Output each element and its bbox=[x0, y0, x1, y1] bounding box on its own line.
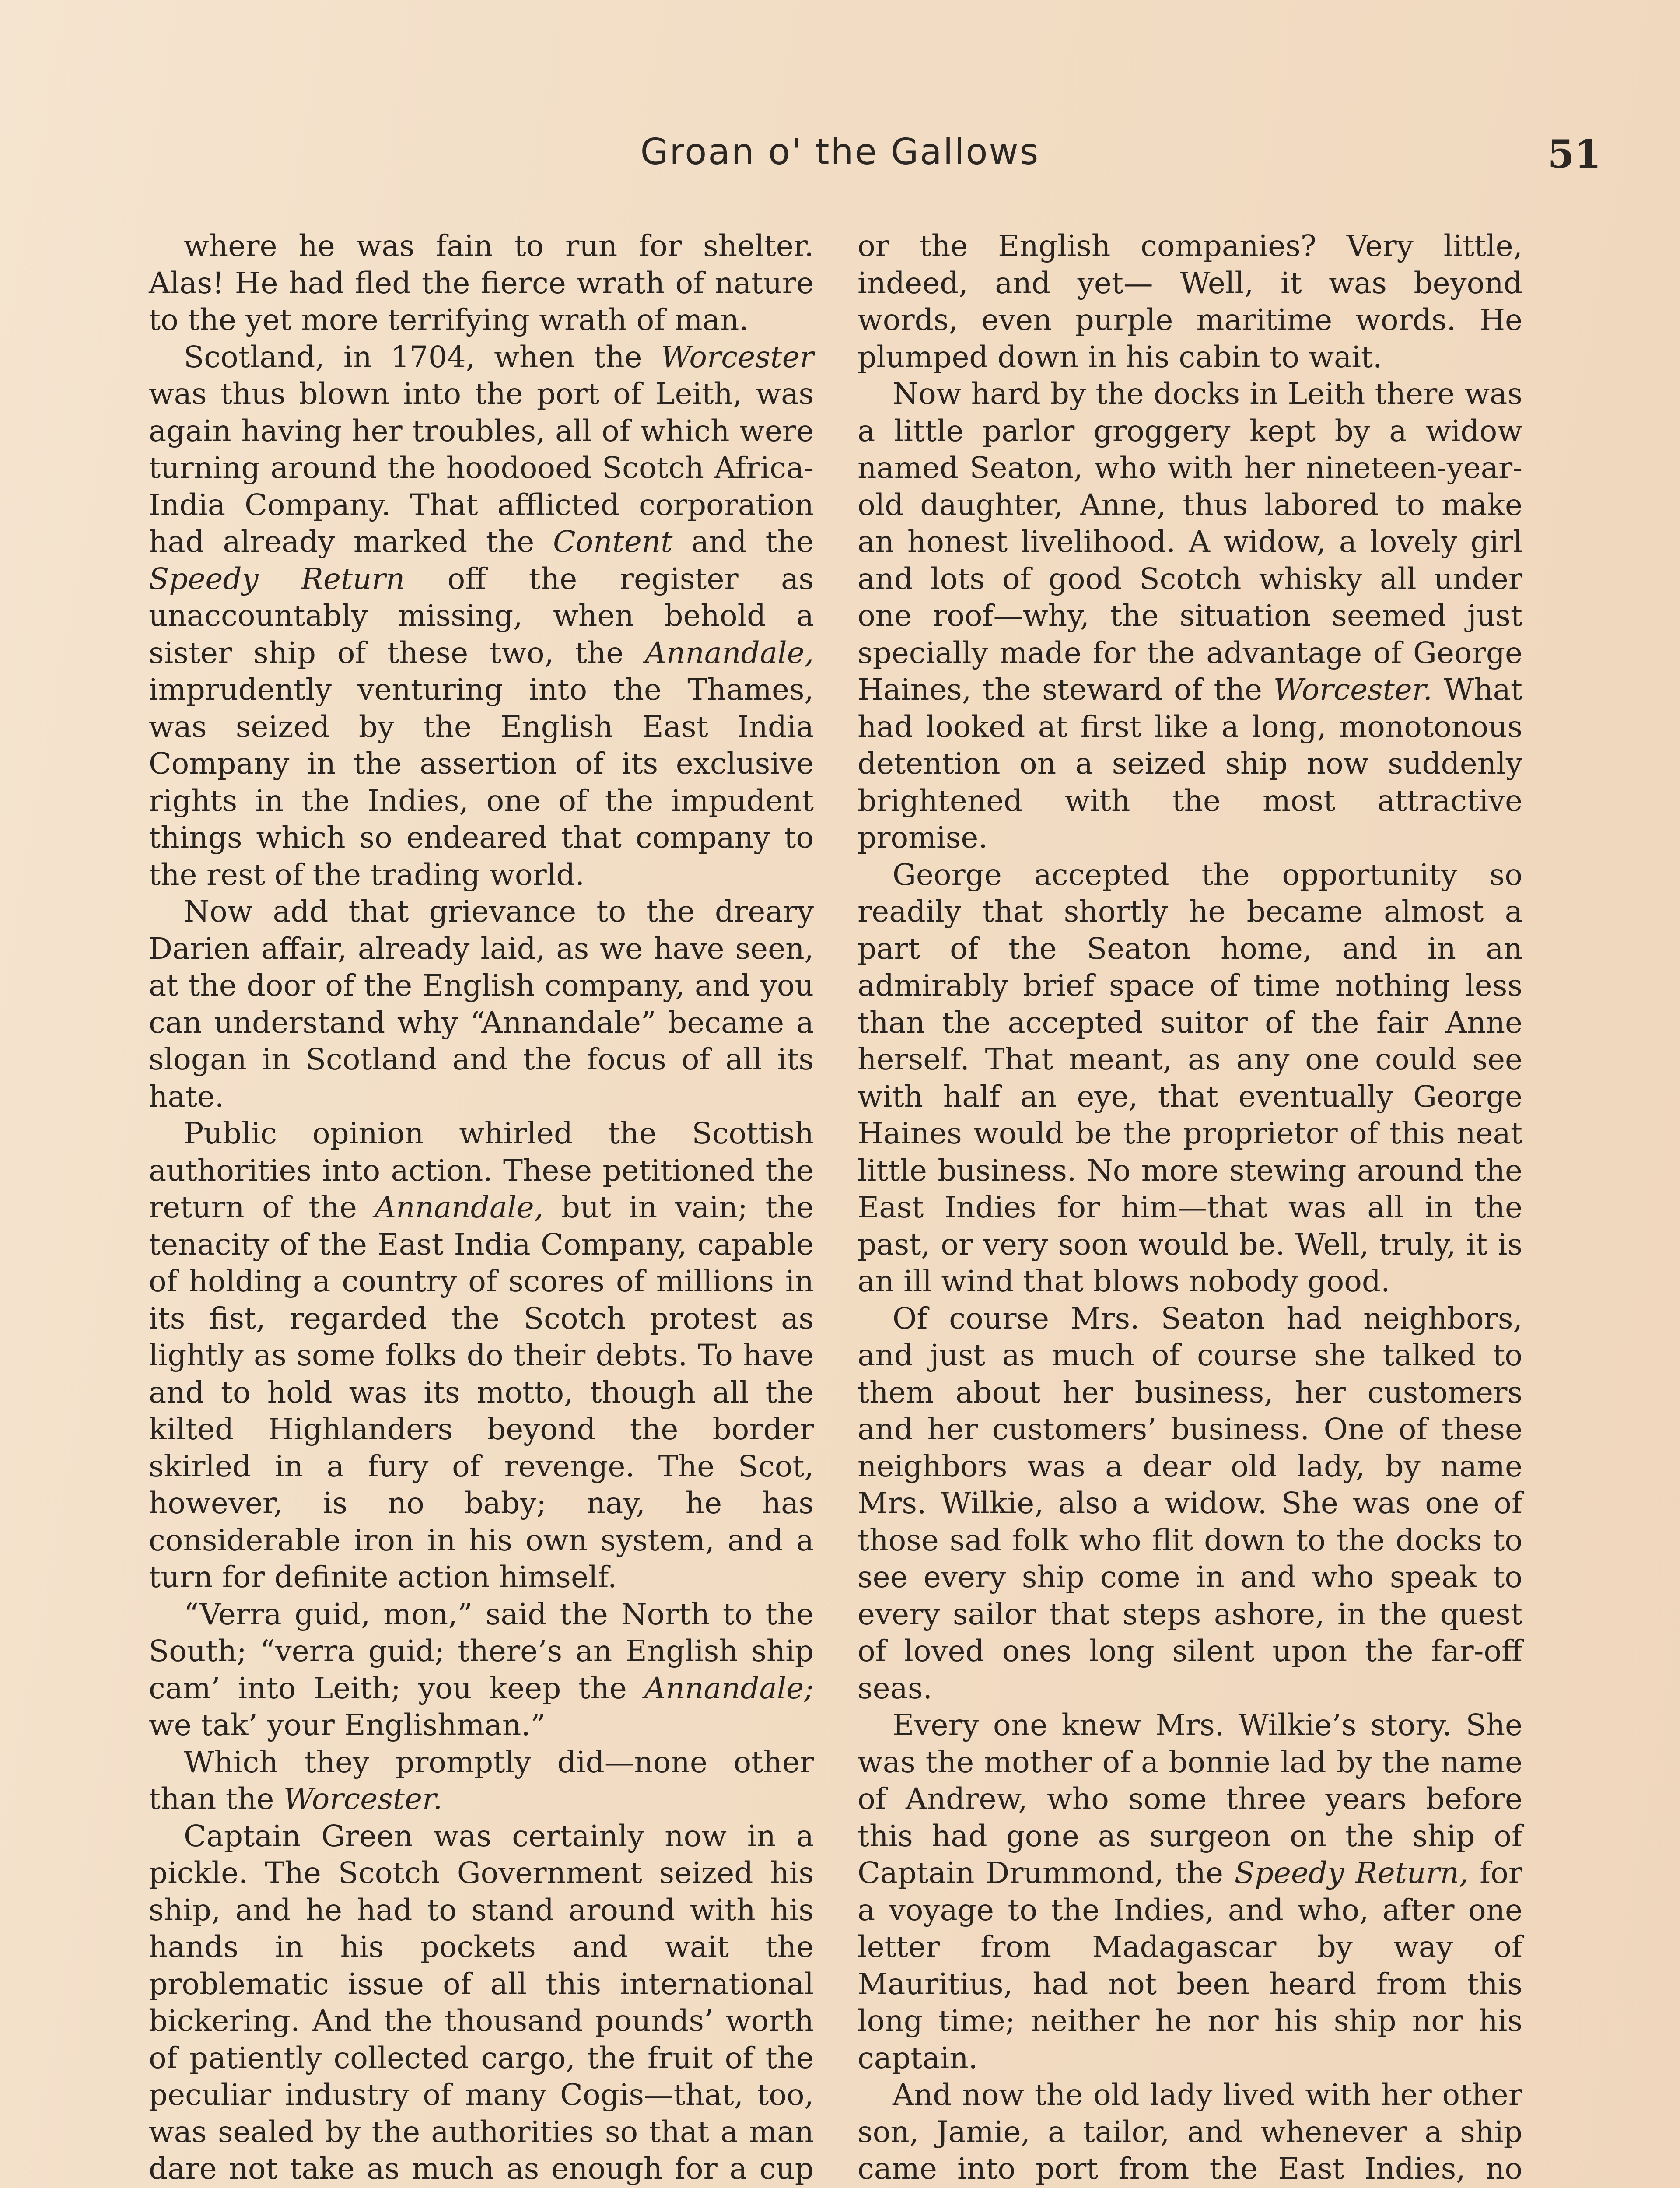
text-run: Now hard by the docks in Leith there was a little parlor groggery kept by a widow named Seaton, who with her nineteen-year-old daughter, Anne, thus labored to make an honest livelihood. A widow, a lovely girl and lots of good Scotch whisky all under one roof—why, the situation seemed just specially made for the advantage of George Haines, the steward of the bbox=[858, 376, 1522, 707]
paragraph bbox=[858, 1707, 1522, 2076]
running-title: Groan o' the Gallows bbox=[640, 131, 1040, 173]
running-head bbox=[0, 131, 1680, 184]
italic-text: Worcester. bbox=[1273, 672, 1433, 707]
paragraph bbox=[858, 856, 1522, 1300]
italic-text: Worcester bbox=[661, 339, 814, 374]
text-run: Which they promptly did—none other than the bbox=[149, 1744, 814, 1816]
text-run: was thus blown into the port of Leith, was again having her troubles, all of which were turning around the hoodooed Scotch Africa-India Company. That afflicted corporation had already marked the bbox=[149, 376, 814, 559]
text-run: and the bbox=[672, 524, 814, 559]
text-run: where he was fain to run for shelter. Alas! He had fled the fierce wrath of nature to the yet more terrifying wrath of man. bbox=[149, 228, 814, 337]
italic-text: Speedy Return, bbox=[1234, 1855, 1469, 1890]
paragraph bbox=[149, 1596, 814, 1744]
paragraph bbox=[149, 339, 814, 894]
text-run: And now the old lady lived with her other son, Jamie, a tailor, and whenever a ship came into port from the East Indies, no bbox=[858, 2077, 1522, 2186]
paragraph bbox=[858, 1300, 1522, 1707]
text-run: imprudently venturing into the Thames, was seized by the English East India Company in the assertion of its exclusive rights in the Indies, one of the impudent things which so endeared that company to the rest of the trading world. bbox=[149, 672, 814, 892]
italic-text: Speedy Return bbox=[149, 561, 405, 596]
paragraph bbox=[149, 1744, 814, 1818]
italic-text: Annandale, bbox=[374, 1190, 544, 1224]
paragraph bbox=[149, 1115, 814, 1596]
text-run: Scotland, in 1704, when the bbox=[184, 339, 661, 374]
paragraph bbox=[149, 1818, 814, 2188]
text-run: Now add that grievance to the dreary Darien affair, already laid, as we have seen, at the door of the English company, and you can understand why “Annandale” became a slogan in Scotland and the focus of all its hate. bbox=[149, 894, 814, 1114]
text-run: but in vain; the tenacity of the East India Company, capable of holding a country of scores of millions in its fist, regarded the Scotch protest as lightly as some folks do their debts. To have and to hold was its motto, though all the kilted Highlanders beyond the border skirled in a fury of revenge. The Scot, however, is no baby; nay, he has considerable iron in his own system, and a turn for definite action himself. bbox=[149, 1190, 814, 1594]
text-run: Public opinion whirled the Scottish authorities into action. These petitioned the return of the bbox=[149, 1116, 814, 1224]
text-run: or the English companies? Very little, indeed, and yet— Well, it was beyond words, even purple maritime words. He plumped down in his cabin to wait. bbox=[858, 228, 1522, 374]
text-run: Every one knew Mrs. Wilkie’s story. She was the mother of a bonnie lad by the name of Andrew, who some three years before this had gone as surgeon on the ship of Captain Drummond, the bbox=[858, 1708, 1522, 1890]
italic-text: Worcester. bbox=[283, 1781, 443, 1816]
text-run: we tak’ your Englishman.” bbox=[149, 1708, 546, 1742]
paragraph bbox=[858, 2076, 1522, 2188]
text-run: What had looked at first like a long, monotonous detention on a seized ship now suddenly brightened with the most attractive promise. bbox=[858, 672, 1522, 855]
paragraph bbox=[858, 375, 1522, 856]
text-run: Of course Mrs. Seaton had neighbors, and just as much of course she talked to them about her business, her customers and her customers’ business. One of these neighbors was a dear old lady, by name Mrs. Wilkie, also a widow. She was one of those sad folk who flit down to the docks to see every ship come in and who speak to every sailor that steps ashore, in the quest of loved ones long silent upon the far-off seas. bbox=[858, 1301, 1522, 1705]
text-run: off the register as unaccountably missing, when behold a sister ship of these two, the bbox=[149, 561, 814, 670]
italic-text: Annandale, bbox=[645, 635, 814, 670]
paragraph bbox=[149, 228, 814, 339]
paragraph bbox=[149, 893, 814, 1115]
paragraph bbox=[858, 228, 1522, 375]
left-column bbox=[149, 228, 814, 2188]
text-run: George accepted the opportunity so readily that shortly he became almost a part of the Seaton home, and in an admirably brief space of time nothing less than the accepted suitor of the fair Anne herself. That meant, as any one could see with half an eye, that eventually George Haines would be the proprietor of this neat little business. No more stewing around the East Indies for him—that was all in the past, or very soon would be. Well, truly, it is an ill wind that blows nobody good. bbox=[858, 857, 1522, 1298]
text-run: Captain Green was certainly now in a pickle. The Scotch Government seized his ship, and he had to stand around with his hands in his pockets and wait the problematic issue of all this international bickering. And the thousand pounds’ worth of patiently collected cargo, the fruit of the peculiar industry of many Cogis—that, too, was sealed by the authorities so that a man dare not take as much as enough for a cup bbox=[149, 1818, 814, 2186]
text-run: for a voyage to the Indies, and who, after one letter from Madagascar by way of Mauritius, had not been heard from this long time; neither he nor his ship nor his captain. bbox=[858, 1855, 1522, 2075]
text-run: “Verra guid, mon,” said the North to the South; “verra guid; there’s an English ship cam’ into Leith; you keep the bbox=[149, 1596, 814, 1705]
italic-text: Annandale; bbox=[644, 1670, 814, 1705]
italic-text: Content bbox=[553, 524, 673, 559]
page-number: 51 bbox=[1547, 131, 1601, 177]
right-column bbox=[858, 228, 1522, 2188]
